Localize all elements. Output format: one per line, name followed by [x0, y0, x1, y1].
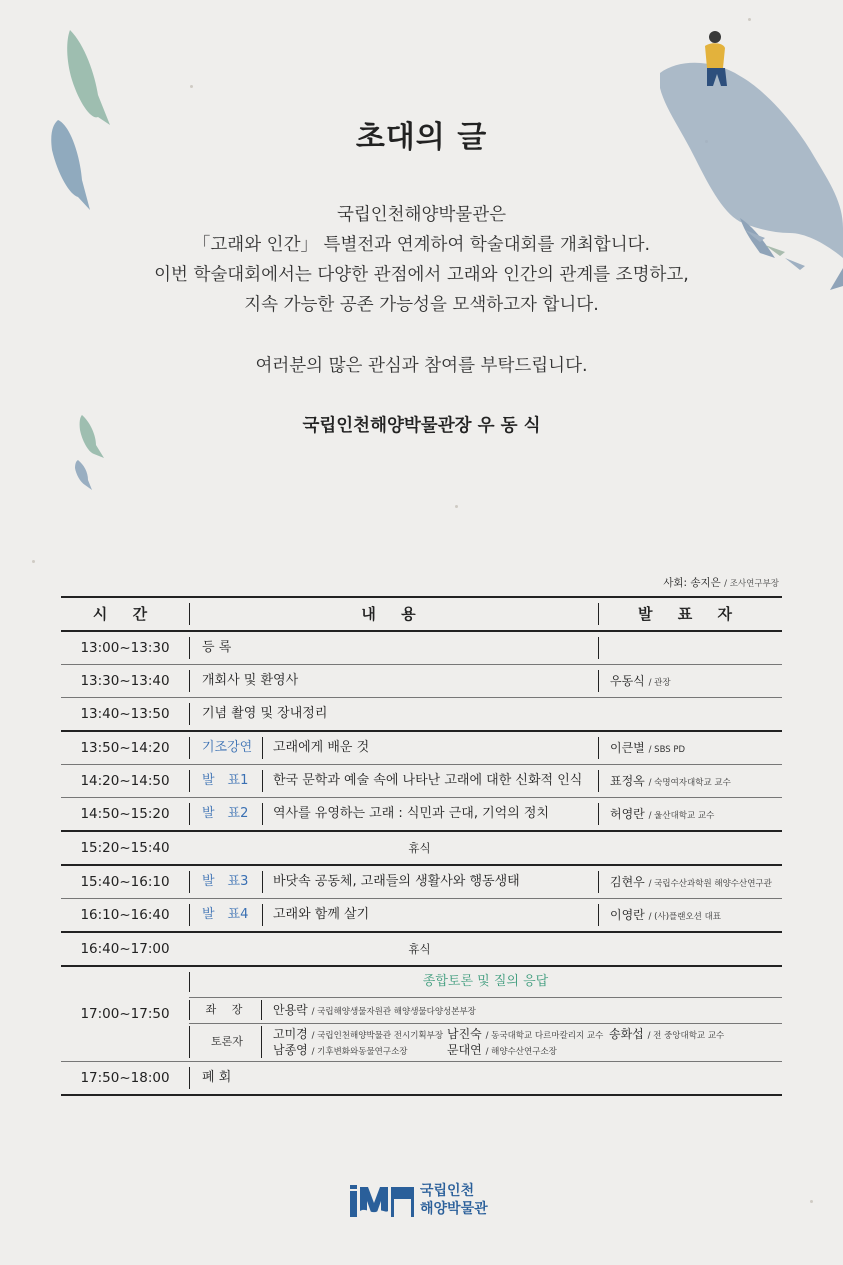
row-time: 17:00~17:50 — [80, 1006, 170, 1022]
row-time: 13:40~13:50 — [80, 706, 170, 722]
discussion-row — [61, 967, 782, 1062]
presenter-affiliation: / 국립수산과학원 해양수산연구관 — [648, 879, 772, 889]
presenter-name: 허영란 — [610, 807, 645, 821]
divider — [189, 770, 190, 792]
row-content: 역사를 유영하는 고래 : 식민과 근대, 기억의 정치 — [273, 806, 550, 821]
panelist — [609, 1026, 724, 1044]
invitation-text — [0, 200, 843, 320]
row-content: 고래에게 배운 것 — [273, 740, 370, 755]
presenter-name: 이영란 — [610, 908, 645, 922]
row-content: 개회사 및 환영사 — [202, 673, 299, 688]
presenter-affiliation: / 울산대학교 교수 — [648, 811, 715, 821]
row-content: 고래와 함께 살기 — [273, 907, 370, 922]
divider — [261, 1026, 262, 1058]
panelist-name: 고미경 — [273, 1027, 308, 1041]
invitation-line: 「고래와 인간」 특별전과 연계하여 학술대회를 개최합니다. — [192, 235, 651, 255]
table-header — [61, 596, 782, 632]
row-time: 16:40~17:00 — [80, 941, 170, 957]
header-presenter: 발 표 자 — [638, 605, 742, 623]
divider — [598, 871, 599, 893]
session-tag: 발 표4 — [202, 907, 249, 922]
divider — [598, 904, 599, 926]
panelist — [447, 1042, 557, 1060]
divider — [598, 670, 599, 692]
row-time: 14:50~15:20 — [80, 806, 170, 822]
logo-line: 해양박물관 — [420, 1201, 488, 1217]
table-row — [61, 933, 782, 967]
panelist-affiliation: / 해양수산연구소장 — [485, 1047, 557, 1057]
schedule-table — [61, 596, 782, 1096]
logo-line: 국립인천 — [420, 1183, 475, 1199]
row-time: 13:30~13:40 — [80, 673, 170, 689]
row-presenter — [610, 798, 714, 832]
table-row — [61, 765, 782, 798]
invitation-line: 지속 가능한 공존 가능성을 모색하고자 합니다. — [244, 295, 599, 315]
chair-entry — [273, 997, 476, 1025]
row-content: 휴식 — [408, 942, 431, 956]
divider — [189, 737, 190, 759]
panelist — [273, 1042, 408, 1060]
session-tag: 발 표3 — [202, 874, 249, 889]
session-tag: 발 표2 — [202, 806, 249, 821]
presenter-affiliation: / 관장 — [648, 678, 671, 688]
paper-speck — [190, 85, 193, 88]
discussion-title: 종합토론 및 질의 응답 — [189, 967, 782, 998]
divider — [262, 770, 263, 792]
divider — [189, 1067, 190, 1089]
presenter-name: 김현우 — [610, 875, 645, 889]
page-title: 초대의 글 — [355, 120, 488, 155]
divider — [189, 871, 190, 893]
panelist-affiliation: / 국립인천해양박물관 전시기획부장 — [311, 1031, 444, 1041]
row-content: 휴식 — [408, 841, 431, 855]
row-content: 한국 문학과 예술 속에 나타난 고래에 대한 신화적 인식 — [273, 773, 583, 788]
panelist-affiliation: / 전 중앙대학교 교수 — [647, 1031, 725, 1041]
row-time: 17:50~18:00 — [80, 1070, 170, 1086]
moderator-label: 사회: 송지은 — [663, 577, 721, 589]
session-tag: 발 표1 — [202, 773, 249, 788]
divider — [189, 904, 190, 926]
row-time: 16:10~16:40 — [80, 907, 170, 923]
table-row — [61, 665, 782, 698]
museum-logo — [350, 1182, 500, 1222]
divider — [189, 670, 190, 692]
table-row — [61, 732, 782, 765]
table-row — [61, 632, 782, 665]
table-row — [61, 899, 782, 933]
row-content: 폐 회 — [202, 1070, 232, 1085]
panelist-affiliation: / 기후변화와동물연구소장 — [311, 1047, 408, 1057]
table-row — [61, 698, 782, 732]
panel-label: 토론자 — [211, 1035, 243, 1048]
divider — [598, 803, 599, 825]
presenter-affiliation: / (사)플랜오션 대표 — [648, 912, 721, 922]
discussion-panel — [189, 1023, 782, 1061]
director-signature: 국립인천해양박물관장 우 동 식 — [302, 416, 541, 436]
row-time: 13:50~14:20 — [80, 740, 170, 756]
participation-request: 여러분의 많은 관심과 참여를 부탁드립니다. — [255, 356, 588, 376]
row-time: 13:00~13:30 — [80, 640, 170, 656]
museum-logo-text — [420, 1182, 488, 1218]
table-row — [61, 1062, 782, 1096]
paper-speck — [32, 560, 35, 563]
paper-speck — [810, 1200, 813, 1203]
divider — [261, 1000, 262, 1020]
presenter-affiliation: / SBS PD — [648, 745, 686, 755]
row-presenter — [610, 665, 671, 699]
discussion-chair — [189, 997, 782, 1024]
panelist-name: 송화섭 — [609, 1027, 644, 1041]
panelist-affiliation: / 동국대학교 다르마칼리지 교수 — [485, 1031, 604, 1041]
panelist-name: 남종영 — [273, 1043, 308, 1057]
header-time: 시 간 — [92, 605, 158, 623]
divider — [189, 1000, 190, 1020]
divider — [189, 637, 190, 659]
header-content: 내 용 — [361, 605, 426, 623]
row-content: 기념 촬영 및 장내정리 — [202, 706, 328, 721]
chair-label: 좌 장 — [205, 1003, 249, 1016]
divider — [598, 737, 599, 759]
chair-name: 안용락 — [273, 1003, 308, 1017]
table-row — [61, 798, 782, 832]
row-presenter — [610, 899, 721, 933]
invitation-line: 국립인천해양박물관은 — [336, 205, 507, 225]
panelist-name: 문대연 — [447, 1043, 482, 1057]
divider — [189, 703, 190, 725]
presenter-affiliation: / 숙명여자대학교 교수 — [648, 778, 731, 788]
presenter-name: 이큰별 — [610, 741, 645, 755]
paper-speck — [748, 18, 751, 21]
divider — [598, 770, 599, 792]
row-time: 14:20~14:50 — [80, 773, 170, 789]
session-tag: 기조강연 — [202, 740, 253, 755]
row-presenter — [610, 732, 685, 766]
divider — [262, 737, 263, 759]
moderator-role: / 조사연구부장 — [724, 579, 779, 589]
row-presenter — [610, 765, 731, 799]
divider — [262, 803, 263, 825]
divider — [262, 871, 263, 893]
row-presenter — [610, 866, 772, 900]
presenter-name: 우동식 — [610, 674, 645, 688]
row-time: 15:40~16:10 — [80, 874, 170, 890]
table-row — [61, 866, 782, 899]
presenter-name: 표정옥 — [610, 774, 645, 788]
panelist-name: 남진숙 — [447, 1027, 482, 1041]
museum-logo-mark — [350, 1185, 414, 1219]
chair-affiliation: / 국립해양생물자원관 해양생물다양성본부장 — [311, 1007, 476, 1017]
table-row — [61, 832, 782, 866]
divider — [189, 1026, 190, 1058]
divider — [262, 904, 263, 926]
invitation-line: 이번 학술대회에서는 다양한 관점에서 고래와 인간의 관계를 조명하고, — [154, 265, 689, 285]
row-content: 등 록 — [202, 640, 232, 655]
divider — [598, 637, 599, 659]
row-time: 15:20~15:40 — [80, 840, 170, 856]
moderator-note — [663, 575, 779, 590]
divider — [189, 803, 190, 825]
row-content: 바닷속 공동체, 고래들의 생활사와 행동생태 — [273, 874, 520, 889]
paper-speck — [455, 505, 458, 508]
